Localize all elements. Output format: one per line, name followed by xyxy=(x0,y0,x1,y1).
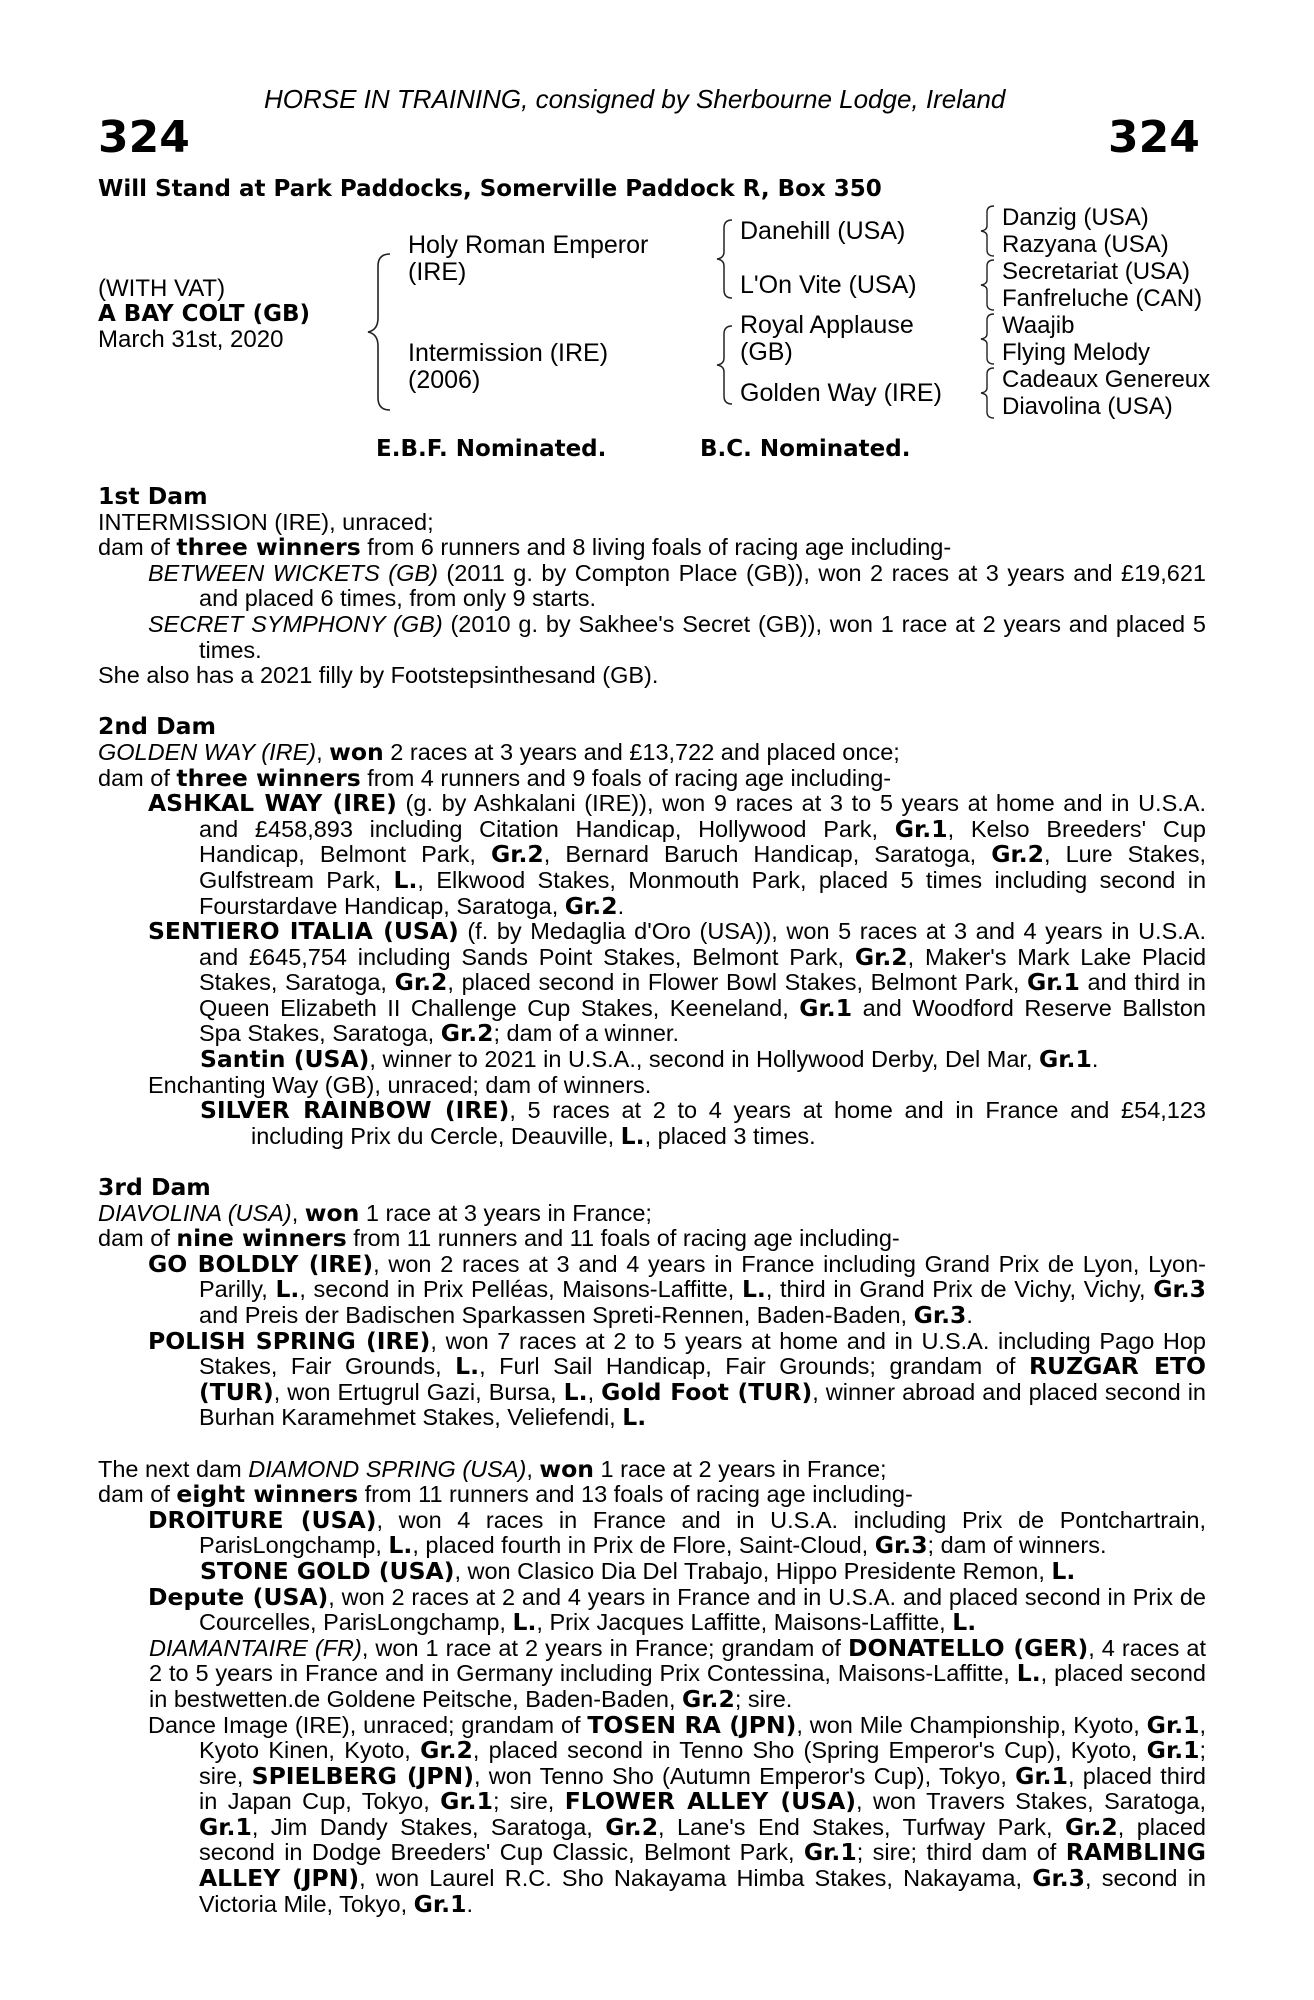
pedigree-brace-sire xyxy=(714,218,736,300)
gen3-sds: Secretariat (USA) xyxy=(1002,258,1191,285)
vat-note: (WITH VAT) xyxy=(98,275,226,302)
ebf-nomination: E.B.F. Nominated. xyxy=(376,436,607,462)
first-dam-line: INTERMISSION (IRE), unraced; xyxy=(98,508,434,535)
sire-dam: L'On Vite (USA) xyxy=(740,271,917,299)
produce-ashkal-way: ASHKAL WAY (IRE) (g. by Ashkalani (IRE)), won 9 races at 3 to 5 years at home and in U.S.A. and £458,893 including Citation Handicap, Hollywood Park, Gr.1, Kelso Breeders' Cup Handicap, Belmont Park, Gr.2, Bernard Baruch Handicap, Saratoga, Gr.2, Lure Stakes, Gulfstream Park, L., Elkwood Stakes, Monmouth Park, placed 5 times including second in Fourstardave Handicap, Saratoga, Gr.2. xyxy=(148,789,1207,920)
consignment-line: HORSE IN TRAINING, consigned by Sherbourne Lodge, Ireland xyxy=(264,84,1006,114)
first-dam-heading: 1st Dam xyxy=(98,482,208,510)
sire-name: Holy Roman Emperor xyxy=(408,231,649,259)
gen3-sdd: Fanfreluche (CAN) xyxy=(1002,285,1203,312)
produce-droiture: DROITURE (USA), won 4 races in France and in U.S.A. including Prix de Pontchartrain, ParisLongchamp, L., placed fourth in Prix de Flore, Saint-Cloud, Gr.3; dam of winners. xyxy=(148,1505,1206,1560)
pedigree-brace-ds xyxy=(978,312,998,366)
produce-diamantaire: DIAMANTAIRE (FR), won 1 race at 2 years in France; grandam of DONATELLO (GER), 4 races at 2 to 5 years in France and in Germany including Prix Contessina, Maisons-Laffitte, L., placed second in bestwetten.de Goldene Peitsche, Baden-Baden, Gr.2; sire. xyxy=(149,1633,1206,1713)
produce-santin: Santin (USA), winner to 2021 in U.S.A., second in Hollywood Derby, Del Mar, Gr.1. xyxy=(200,1045,1099,1074)
pedigree-brace-sd xyxy=(978,258,998,312)
gen3-sss: Danzig (USA) xyxy=(1002,204,1149,231)
gen3-ssd: Razyana (USA) xyxy=(1002,231,1169,258)
third-dam-produce-summary: dam of nine winners from 11 runners and 11 foals of racing age including- xyxy=(98,1224,900,1253)
produce-dance-image: Dance Image (IRE), unraced; grandam of TOSEN RA (JPN), won Mile Championship, Kyoto, Gr.1, Kyoto Kinen, Kyoto, Gr.2, placed second in Tenno Sho (Spring Emperor's Cup), Kyoto, Gr.1; sire, SPIELBERG (JPN), won Tenno Sho (Autumn Emperor's Cup), Tokyo, Gr.1, placed third in Japan Cup, Tokyo, Gr.1; sire, FLOWER ALLEY (USA), won Travers Stakes, Saratoga, Gr.1, Jim Dandy Stakes, Saratoga, Gr.2, Lane's End Stakes, Turfway Park, Gr.2, placed second in Dodge Breeders' Cup Classic, Belmont Park, Gr.1; sire; third dam of RAMBLING ALLEY (JPN), won Laurel R.C. Sho Nakayama Himba Stakes, Nakayama, Gr.3, second in Victoria Mile, Tokyo, Gr.1. xyxy=(148,1710,1207,1918)
pedigree-brace-dd xyxy=(978,366,998,420)
sire-country: (IRE) xyxy=(408,258,467,286)
catalogue-body xyxy=(98,484,1206,1917)
next-dam-line: The next dam DIAMOND SPRING (USA), won 1 race at 2 years in France; xyxy=(98,1454,887,1483)
second-dam-line: GOLDEN WAY (IRE), won 2 races at 3 years and £13,722 and placed once; xyxy=(98,737,900,766)
dam-sire: Royal Applause xyxy=(740,311,914,339)
lot-number-left: 324 xyxy=(98,112,190,163)
dam-year: (2006) xyxy=(408,366,481,394)
gen3-dss: Waajib xyxy=(1002,312,1075,339)
produce-silver-rainbow: SILVER RAINBOW (IRE), 5 races at 2 to 4 years at home and in France and £54,123 including Prix du Cercle, Deauville, L., placed 3 times. xyxy=(200,1096,1207,1150)
produce-sentiero-italia: SENTIERO ITALIA (USA) (f. by Medaglia d'Oro (USA)), won 5 races at 3 and 4 years in U.S.A. and £645,754 including Sands Point Stakes, Belmont Park, Gr.2, Maker's Mark Lake Placid Stakes, Saratoga, Gr.2, placed second in Flower Bowl Stakes, Belmont Park, Gr.1 and third in Queen Elizabeth II Challenge Cup Stakes, Keeneland, Gr.1 and Woodford Reserve Ballston Spa Stakes, Saratoga, Gr.2; dam of a winner. xyxy=(148,917,1207,1048)
lot-number-right: 324 xyxy=(1108,112,1200,163)
produce-go-boldly: GO BOLDLY (IRE), won 2 races at 3 and 4 years in France including Grand Prix de Lyon, Lyon-Parilly, L., second in Prix Pelléas, Maisons-Laffitte, L., third in Grand Prix de Vichy, Vichy, Gr.3 and Preis der Badischen Sparkassen Spreti-Rennen, Baden-Baden, Gr.3. xyxy=(148,1249,1207,1329)
lot-description: A BAY COLT (GB) xyxy=(98,301,311,327)
produce-between-wickets: BETWEEN WICKETS (GB) (2011 g. by Compton Place (GB)), won 2 races at 3 years and £19,621 and placed 6 times, from only 9 starts. xyxy=(148,559,1206,612)
first-dam-closing: She also has a 2021 filly by Footstepsinthesand (GB). xyxy=(98,662,659,689)
gen3-ddd: Diavolina (USA) xyxy=(1002,393,1173,420)
third-dam-heading: 3rd Dam xyxy=(98,1173,211,1202)
stand-location: Will Stand at Park Paddocks, Somerville Paddock R, Box 350 xyxy=(98,176,882,202)
gen3-dsd: Flying Melody xyxy=(1002,339,1151,366)
produce-stone-gold: STONE GOLD (USA), won Clasico Dia Del Trabajo, Hippo Presidente Remon, L. xyxy=(200,1556,1076,1585)
produce-depute: Depute (USA), won 2 races at 2 and 4 years in France and in U.S.A. and placed second in Prix de Courcelles, ParisLongchamp, L., Prix Jacques Laffitte, Maisons-Laffitte, L. xyxy=(148,1582,1206,1637)
pedigree-brace-ss xyxy=(978,204,998,258)
bc-nomination: B.C. Nominated. xyxy=(700,436,911,462)
produce-enchanting-way: Enchanting Way (GB), unraced; dam of winners. xyxy=(148,1071,652,1098)
next-dam-produce-summary: dam of eight winners from 11 runners and 13 foals of racing age including- xyxy=(98,1480,913,1509)
pedigree-brace-main xyxy=(366,252,396,412)
second-dam-produce-summary: dam of three winners from 4 runners and 9 foals of racing age including- xyxy=(98,763,892,792)
dam-sire-country: (GB) xyxy=(740,338,793,366)
dam-dam: Golden Way (IRE) xyxy=(740,379,942,407)
produce-secret-symphony: SECRET SYMPHONY (GB) (2010 g. by Sakhee's Secret (GB)), won 1 race at 2 years and placed 5 times. xyxy=(148,610,1206,663)
sire-sire: Danehill (USA) xyxy=(740,217,906,245)
second-dam-heading: 2nd Dam xyxy=(98,712,216,741)
dam-name: Intermission (IRE) xyxy=(408,339,609,367)
third-dam-line: DIAVOLINA (USA), won 1 race at 3 years in France; xyxy=(98,1198,652,1227)
foaling-date: March 31st, 2020 xyxy=(98,326,284,353)
pedigree-brace-dam xyxy=(714,324,736,406)
produce-polish-spring: POLISH SPRING (IRE), won 7 races at 2 to 5 years at home and in U.S.A. including Pago Hop Stakes, Fair Grounds, L., Furl Sail Handicap, Fair Grounds; grandam of RUZGAR ETO (TUR), won Ertugrul Gazi, Bursa, L., Gold Foot (TUR), winner abroad and placed second in Burhan Karamehmet Stakes, Veliefendi, L. xyxy=(148,1326,1207,1432)
first-dam-produce-summary: dam of three winners from 6 runners and 8 living foals of racing age including- xyxy=(98,533,952,562)
gen3-dds: Cadeaux Genereux xyxy=(1002,366,1211,393)
